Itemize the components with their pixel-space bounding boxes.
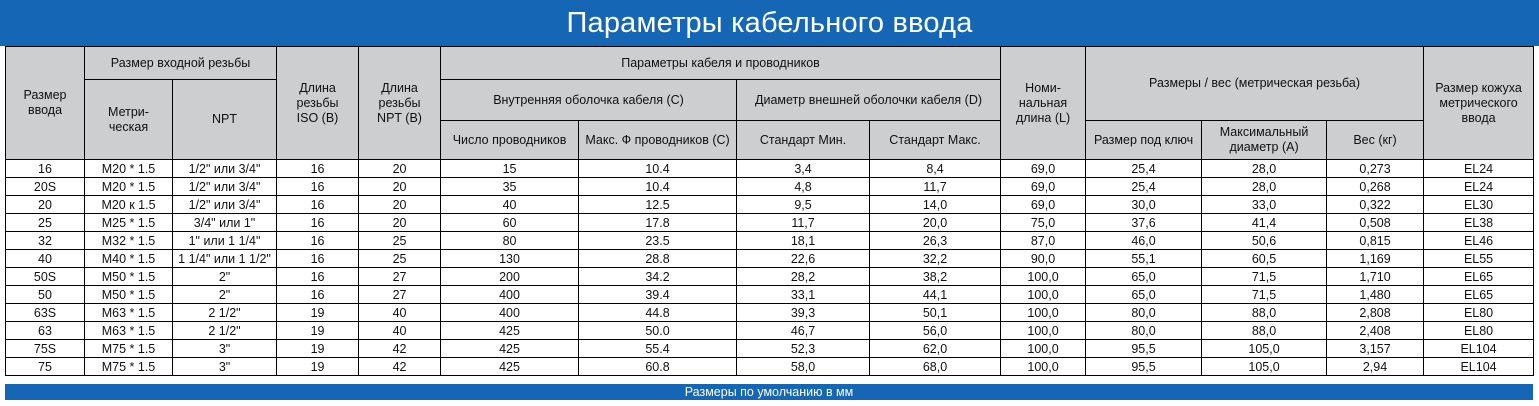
cell-npt-length: 25 [359, 232, 441, 250]
cell-conductors: 80 [441, 232, 579, 250]
cell-weight: 2,808 [1327, 304, 1424, 322]
cell-max-conductor: 39.4 [579, 286, 737, 304]
cell-npt-length: 20 [359, 160, 441, 178]
cell-iso-length: 19 [277, 322, 359, 340]
cell-nominal-length: 69,0 [1001, 160, 1086, 178]
cell-max-diameter: 105,0 [1202, 340, 1327, 358]
cell-npt-length: 42 [359, 340, 441, 358]
table-row [6, 286, 1534, 304]
cell-npt-thread: 1 1/4" или 1 1/2" [173, 250, 277, 268]
cell-max-diameter: 60,5 [1202, 250, 1327, 268]
cell-iso-length: 19 [277, 340, 359, 358]
cell-shroud: EL65 [1424, 268, 1534, 286]
cell-max-diameter: 88,0 [1202, 304, 1327, 322]
cell-conductors: 40 [441, 196, 579, 214]
cell-weight: 1,480 [1327, 286, 1424, 304]
header-nominal-length: Номи- нальная длина (L) [1001, 47, 1086, 160]
cell-standard-min: 18,1 [737, 232, 870, 250]
cell-size: 75 [6, 358, 85, 376]
cell-max-diameter: 50,6 [1202, 232, 1327, 250]
cell-shroud: EL65 [1424, 286, 1534, 304]
cell-max-diameter: 28,0 [1202, 160, 1327, 178]
table-row [6, 160, 1534, 178]
cell-npt-length: 27 [359, 286, 441, 304]
cell-standard-min: 22,6 [737, 250, 870, 268]
cell-shroud: EL30 [1424, 196, 1534, 214]
cell-nominal-length: 87,0 [1001, 232, 1086, 250]
cell-max-conductor: 60.8 [579, 358, 737, 376]
table-row [6, 178, 1534, 196]
cell-conductors: 15 [441, 160, 579, 178]
header-outer-sheath: Диаметр внешней оболочки кабеля (D) [737, 80, 1001, 121]
header-thread-group: Размер входной резьбы [85, 47, 277, 80]
cell-standard-max: 26,3 [870, 232, 1001, 250]
cell-standard-min: 4,8 [737, 178, 870, 196]
cell-weight: 0,273 [1327, 160, 1424, 178]
cell-standard-min: 52,3 [737, 340, 870, 358]
cell-standard-max: 32,2 [870, 250, 1001, 268]
cell-shroud: EL80 [1424, 304, 1534, 322]
cell-iso-length: 16 [277, 250, 359, 268]
cell-max-conductor: 50.0 [579, 322, 737, 340]
cell-npt-thread: 3/4" или 1" [173, 214, 277, 232]
cell-standard-min: 11,7 [737, 214, 870, 232]
cell-conductors: 425 [441, 358, 579, 376]
cable-gland-table [5, 46, 1534, 376]
cell-nominal-length: 100,0 [1001, 268, 1086, 286]
cell-npt-thread: 1/2" или 3/4" [173, 160, 277, 178]
header-max-conductor: Макс. Ф проводников (C) [579, 121, 737, 160]
cell-shroud: EL46 [1424, 232, 1534, 250]
cell-nominal-length: 100,0 [1001, 358, 1086, 376]
cell-iso-length: 16 [277, 196, 359, 214]
cell-iso-length: 16 [277, 214, 359, 232]
cell-standard-max: 38,2 [870, 268, 1001, 286]
cell-standard-min: 28,2 [737, 268, 870, 286]
cell-standard-min: 9,5 [737, 196, 870, 214]
header-standard-max: Стандарт Макс. [870, 121, 1001, 160]
cell-wrench-size: 95,5 [1086, 340, 1202, 358]
table-row [6, 196, 1534, 214]
header-standard-min: Стандарт Мин. [737, 121, 870, 160]
cell-max-diameter: 71,5 [1202, 268, 1327, 286]
cell-npt-length: 20 [359, 214, 441, 232]
cell-standard-min: 58,0 [737, 358, 870, 376]
table-row [6, 232, 1534, 250]
cell-max-conductor: 10.4 [579, 160, 737, 178]
cell-conductors: 425 [441, 322, 579, 340]
cell-standard-min: 46,7 [737, 322, 870, 340]
cell-standard-max: 62,0 [870, 340, 1001, 358]
cell-conductors: 400 [441, 286, 579, 304]
cell-npt-thread: 2 1/2" [173, 322, 277, 340]
table-body [6, 160, 1534, 376]
cell-max-diameter: 71,5 [1202, 286, 1327, 304]
cell-standard-max: 68,0 [870, 358, 1001, 376]
header-cable-group: Параметры кабеля и проводников [441, 47, 1001, 80]
cell-shroud: EL104 [1424, 340, 1534, 358]
cell-nominal-length: 100,0 [1001, 304, 1086, 322]
cell-standard-max: 11,7 [870, 178, 1001, 196]
cell-iso-length: 16 [277, 178, 359, 196]
header-iso-length: Длина резьбы ISO (B) [277, 47, 359, 160]
cell-wrench-size: 65,0 [1086, 286, 1202, 304]
footer-note: Размеры по умолчанию в мм [5, 384, 1533, 400]
cell-iso-length: 16 [277, 286, 359, 304]
cell-size: 20 [6, 196, 85, 214]
cell-iso-length: 16 [277, 232, 359, 250]
cell-size: 20S [6, 178, 85, 196]
cell-conductors: 35 [441, 178, 579, 196]
cell-npt-thread: 2" [173, 268, 277, 286]
cell-max-diameter: 88,0 [1202, 322, 1327, 340]
cell-max-diameter: 33,0 [1202, 196, 1327, 214]
cell-max-conductor: 55.4 [579, 340, 737, 358]
cell-npt-thread: 2" [173, 286, 277, 304]
cell-wrench-size: 95,5 [1086, 358, 1202, 376]
cell-npt-length: 40 [359, 322, 441, 340]
cell-weight: 2,94 [1327, 358, 1424, 376]
cell-standard-min: 33,1 [737, 286, 870, 304]
header-weight: Вес (кг) [1327, 121, 1424, 160]
cell-weight: 0,268 [1327, 178, 1424, 196]
cell-metric-thread: M25 * 1.5 [85, 214, 173, 232]
cell-standard-max: 8,4 [870, 160, 1001, 178]
cell-npt-thread: 3" [173, 358, 277, 376]
cell-conductors: 130 [441, 250, 579, 268]
cell-metric-thread: M20 к 1.5 [85, 196, 173, 214]
cell-weight: 2,408 [1327, 322, 1424, 340]
cell-size: 16 [6, 160, 85, 178]
cell-metric-thread: M50 * 1.5 [85, 268, 173, 286]
cell-metric-thread: M63 * 1.5 [85, 322, 173, 340]
table-row [6, 304, 1534, 322]
cell-wrench-size: 65,0 [1086, 268, 1202, 286]
cell-weight: 0,322 [1327, 196, 1424, 214]
cell-npt-thread: 1" или 1 1/4" [173, 232, 277, 250]
page-title: Параметры кабельного ввода [0, 0, 1539, 46]
cell-size: 40 [6, 250, 85, 268]
cell-npt-length: 20 [359, 196, 441, 214]
cell-shroud: EL38 [1424, 214, 1534, 232]
cell-max-conductor: 17.8 [579, 214, 737, 232]
cell-weight: 0,815 [1327, 232, 1424, 250]
cell-max-diameter: 28,0 [1202, 178, 1327, 196]
cell-npt-length: 27 [359, 268, 441, 286]
cell-npt-length: 25 [359, 250, 441, 268]
cell-wrench-size: 30,0 [1086, 196, 1202, 214]
cell-metric-thread: M50 * 1.5 [85, 286, 173, 304]
cell-max-conductor: 28.8 [579, 250, 737, 268]
cell-weight: 1,169 [1327, 250, 1424, 268]
cell-standard-min: 3,4 [737, 160, 870, 178]
table-row [6, 358, 1534, 376]
cell-iso-length: 19 [277, 358, 359, 376]
cell-standard-max: 50,1 [870, 304, 1001, 322]
header-max-diameter: Максимальный диаметр (A) [1202, 121, 1327, 160]
cell-size: 50 [6, 286, 85, 304]
cell-size: 50S [6, 268, 85, 286]
cell-weight: 3,157 [1327, 340, 1424, 358]
cell-npt-thread: 1/2" или 3/4" [173, 178, 277, 196]
cell-wrench-size: 46,0 [1086, 232, 1202, 250]
cell-shroud: EL24 [1424, 160, 1534, 178]
cell-nominal-length: 90,0 [1001, 250, 1086, 268]
cell-size: 75S [6, 340, 85, 358]
cell-max-conductor: 23.5 [579, 232, 737, 250]
cell-max-diameter: 105,0 [1202, 358, 1327, 376]
cell-conductors: 60 [441, 214, 579, 232]
cell-shroud: EL24 [1424, 178, 1534, 196]
header-shroud: Размер кожуха метрического ввода [1424, 47, 1534, 160]
cell-shroud: EL104 [1424, 358, 1534, 376]
cell-shroud: EL55 [1424, 250, 1534, 268]
header-dims-group: Размеры / вес (метрическая резьба) [1086, 47, 1424, 121]
cell-wrench-size: 25,4 [1086, 178, 1202, 196]
cell-weight: 0,508 [1327, 214, 1424, 232]
cell-standard-max: 14,0 [870, 196, 1001, 214]
cell-iso-length: 19 [277, 304, 359, 322]
cell-metric-thread: M20 * 1.5 [85, 178, 173, 196]
cell-wrench-size: 37,6 [1086, 214, 1202, 232]
table-row [6, 322, 1534, 340]
table-row [6, 214, 1534, 232]
cell-nominal-length: 100,0 [1001, 286, 1086, 304]
table-row [6, 340, 1534, 358]
cell-nominal-length: 100,0 [1001, 340, 1086, 358]
cell-standard-max: 56,0 [870, 322, 1001, 340]
cell-npt-length: 42 [359, 358, 441, 376]
header-npt: NPT [173, 80, 277, 160]
header-inner-sheath: Внутренняя оболочка кабеля (C) [441, 80, 737, 121]
cell-max-conductor: 12.5 [579, 196, 737, 214]
cell-size: 63 [6, 322, 85, 340]
cell-metric-thread: M75 * 1.5 [85, 340, 173, 358]
cell-iso-length: 16 [277, 268, 359, 286]
table-row [6, 268, 1534, 286]
cell-wrench-size: 25,4 [1086, 160, 1202, 178]
table-row [6, 250, 1534, 268]
cell-conductors: 400 [441, 304, 579, 322]
cell-max-conductor: 34.2 [579, 268, 737, 286]
cell-conductors: 425 [441, 340, 579, 358]
header-size: Размер ввода [6, 47, 85, 160]
cell-nominal-length: 69,0 [1001, 196, 1086, 214]
cell-npt-length: 40 [359, 304, 441, 322]
cell-npt-thread: 2 1/2" [173, 304, 277, 322]
cell-max-diameter: 41,4 [1202, 214, 1327, 232]
cell-nominal-length: 100,0 [1001, 322, 1086, 340]
cell-size: 32 [6, 232, 85, 250]
cell-shroud: EL80 [1424, 322, 1534, 340]
cell-npt-thread: 3" [173, 340, 277, 358]
cell-npt-thread: 1/2" или 3/4" [173, 196, 277, 214]
cell-metric-thread: M20 * 1.5 [85, 160, 173, 178]
cable-gland-table-container [5, 46, 1533, 388]
cell-nominal-length: 75,0 [1001, 214, 1086, 232]
cell-conductors: 200 [441, 268, 579, 286]
cell-nominal-length: 69,0 [1001, 178, 1086, 196]
cell-max-conductor: 44.8 [579, 304, 737, 322]
cell-wrench-size: 80,0 [1086, 304, 1202, 322]
header-conductors: Число проводников [441, 121, 579, 160]
header-metric: Метри- ческая [85, 80, 173, 160]
cell-wrench-size: 80,0 [1086, 322, 1202, 340]
cell-size: 63S [6, 304, 85, 322]
cell-metric-thread: M32 * 1.5 [85, 232, 173, 250]
cell-metric-thread: M63 * 1.5 [85, 304, 173, 322]
cell-standard-min: 39,3 [737, 304, 870, 322]
header-npt-length: Длина резьбы NPT (B) [359, 47, 441, 160]
cell-max-conductor: 10.4 [579, 178, 737, 196]
header-wrench-size: Размер под ключ [1086, 121, 1202, 160]
cell-metric-thread: M40 * 1.5 [85, 250, 173, 268]
cell-standard-max: 44,1 [870, 286, 1001, 304]
cell-metric-thread: M75 * 1.5 [85, 358, 173, 376]
cell-npt-length: 20 [359, 178, 441, 196]
cell-iso-length: 16 [277, 160, 359, 178]
cell-weight: 1,710 [1327, 268, 1424, 286]
cell-size: 25 [6, 214, 85, 232]
cell-standard-max: 20,0 [870, 214, 1001, 232]
cell-wrench-size: 55,1 [1086, 250, 1202, 268]
